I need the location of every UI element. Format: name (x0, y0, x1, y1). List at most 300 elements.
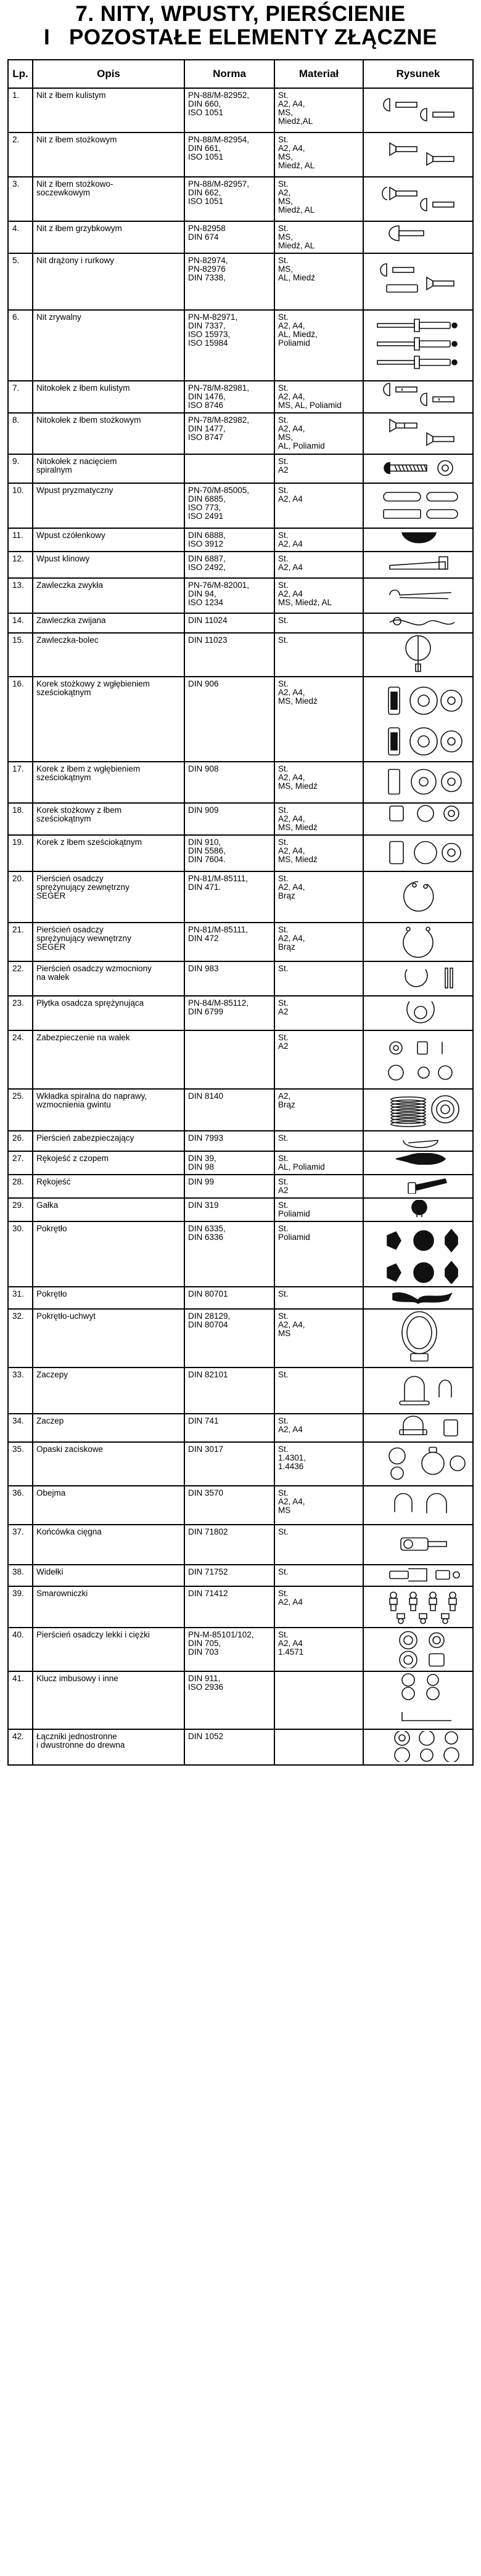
row-standard: DIN 7993 (184, 1131, 274, 1151)
row-material: St. A2, A4 (274, 528, 363, 552)
table-row (8, 1221, 473, 1287)
row-description: Obejma (33, 1486, 184, 1525)
row-number: 2. (8, 132, 33, 177)
row-drawing (363, 221, 473, 253)
row-number: 11. (8, 528, 33, 552)
row-material: St. (274, 1525, 363, 1565)
ring-handle-icon (365, 1311, 471, 1364)
table-row (8, 1628, 473, 1671)
row-description: Rękojeść (33, 1175, 184, 1198)
grease-nipple-icon (365, 1588, 471, 1624)
row-description: Smarowniczki (33, 1586, 184, 1628)
table-row (8, 871, 473, 923)
row-drawing (363, 633, 473, 677)
table-row (8, 1586, 473, 1628)
row-drawing (363, 923, 473, 961)
row-standard: DIN 8140 (184, 1089, 274, 1131)
wing-handle-icon (365, 1289, 471, 1306)
table-row (8, 1367, 473, 1414)
fasteners-table (7, 59, 474, 1766)
row-description: Nitokołek z łbem kulistym (33, 381, 184, 413)
row-description: Korek stożkowy z łbem sześciokątnym (33, 803, 184, 835)
row-number: 27. (8, 1151, 33, 1175)
row-standard: DIN 28129, DIN 80704 (184, 1309, 274, 1367)
row-standard: PN-78/M-82981, DIN 1476, ISO 8746 (184, 381, 274, 413)
external-circlip-icon (365, 873, 471, 919)
row-drawing (363, 1525, 473, 1565)
row-number: 35. (8, 1442, 33, 1486)
row-material: St. A2, A4, MS, Miedź (274, 677, 363, 762)
row-material: St. 1.4301, 1.4436 (274, 1442, 363, 1486)
row-standard: DIN 11023 (184, 633, 274, 677)
row-number: 17. (8, 762, 33, 803)
row-drawing (363, 552, 473, 578)
header-lp: Lp. (8, 60, 33, 88)
row-number: 23. (8, 996, 33, 1030)
row-number: 19. (8, 835, 33, 871)
row-drawing (363, 1486, 473, 1525)
title-line-1: 7. NITY, WPUSTY, PIERŚCIENIE (75, 2, 406, 26)
shackle-icon (365, 1369, 471, 1411)
row-description: Pokrętło (33, 1287, 184, 1309)
row-material: St. A2 (274, 454, 363, 483)
row-drawing (363, 1414, 473, 1442)
header-opis: Opis (33, 60, 184, 88)
row-number: 5. (8, 253, 33, 310)
row-number: 41. (8, 1671, 33, 1729)
row-description: Zawleczka-bolec (33, 633, 184, 677)
row-material: St. A2, A4, MS, Miedź, AL (274, 132, 363, 177)
row-number: 25. (8, 1089, 33, 1131)
row-number: 1. (8, 88, 33, 132)
row-material: St. (274, 613, 363, 633)
row-description: Korek z łbem sześciokątnym (33, 835, 184, 871)
row-number: 37. (8, 1525, 33, 1565)
row-description: Pierścień osadczy sprężynujący zewnętrzny SEGER (33, 871, 184, 923)
row-drawing (363, 253, 473, 310)
row-number: 9. (8, 454, 33, 483)
table-row (8, 578, 473, 613)
timber-connector-icon (365, 1731, 471, 1762)
row-drawing (363, 1030, 473, 1089)
row-standard: PN-70/M-85005, DIN 6885, ISO 773, ISO 2491 (184, 483, 274, 528)
table-row (8, 253, 473, 310)
row-material: St. A2 (274, 1175, 363, 1198)
table-row (8, 1198, 473, 1221)
row-number: 16. (8, 677, 33, 762)
countersunk-rivet-icon (365, 134, 471, 174)
thread-insert-icon (365, 1091, 471, 1128)
table-row (8, 1151, 473, 1175)
row-number: 28. (8, 1175, 33, 1198)
row-description: Wkładka spiralna do naprawy, wzmocnienia gwintu (33, 1089, 184, 1131)
row-description: Pokrętło-uchwyt (33, 1309, 184, 1367)
clevis-icon (365, 1567, 471, 1583)
grooved-pin-round-icon (365, 383, 471, 406)
row-drawing (363, 835, 473, 871)
row-drawing (363, 1131, 473, 1151)
table-row (8, 961, 473, 996)
row-material: St. MS, Miedź, AL (274, 221, 363, 253)
row-standard: DIN 908 (184, 762, 274, 803)
row-number: 14. (8, 613, 33, 633)
wire-rope-clip-icon (365, 1416, 471, 1439)
row-drawing (363, 88, 473, 132)
row-drawing (363, 1089, 473, 1131)
table-row (8, 381, 473, 413)
row-standard: PN-82958 DIN 674 (184, 221, 274, 253)
row-standard: DIN 6888, ISO 3912 (184, 528, 274, 552)
row-drawing (363, 413, 473, 454)
row-material: St. A2, A4, Brąz (274, 871, 363, 923)
row-number: 24. (8, 1030, 33, 1089)
row-standard: PN-88/M-82954, DIN 661, ISO 1051 (184, 132, 274, 177)
row-number: 39. (8, 1586, 33, 1628)
collar-ring-icon (365, 1629, 471, 1668)
row-standard: DIN 910, DIN 5586, DIN 7604. (184, 835, 274, 871)
row-number: 31. (8, 1287, 33, 1309)
row-drawing (363, 454, 473, 483)
row-number: 30. (8, 1221, 33, 1287)
row-material: St. A2, A4, MS (274, 1309, 363, 1367)
row-material (274, 1729, 363, 1765)
row-standard: DIN 983 (184, 961, 274, 996)
row-drawing (363, 1287, 473, 1309)
row-number: 36. (8, 1486, 33, 1525)
row-material: St. A2, A4 (274, 552, 363, 578)
row-standard: PN-88/M-82952, DIN 660, ISO 1051 (184, 88, 274, 132)
row-material: St. A2, A4 MS, Miedź, AL (274, 578, 363, 613)
table-row (8, 1525, 473, 1565)
table-row (8, 762, 473, 803)
row-description: Gałka (33, 1198, 184, 1221)
wire-snap-ring-icon (365, 1133, 471, 1148)
row-material: St. Poliamid (274, 1221, 363, 1287)
row-standard: DIN 80701 (184, 1287, 274, 1309)
reinforced-circlip-icon (365, 963, 471, 993)
row-standard: DIN 39, DIN 98 (184, 1151, 274, 1175)
row-material: St. A2, A4, AL, Miedź, Poliamid (274, 310, 363, 381)
table-row (8, 1175, 473, 1198)
row-drawing (363, 762, 473, 803)
row-material: A2, Brąz (274, 1089, 363, 1131)
row-drawing (363, 1565, 473, 1586)
table-row (8, 177, 473, 221)
row-number: 13. (8, 578, 33, 613)
header-norma: Norma (184, 60, 274, 88)
row-standard: PN-84/M-85112, DIN 6799 (184, 996, 274, 1030)
row-material: St. A2, MS, Miedź, AL (274, 177, 363, 221)
row-drawing (363, 1367, 473, 1414)
table-header-row (8, 60, 473, 88)
row-drawing (363, 871, 473, 923)
row-description: Nitokołek z nacięciem spiralnym (33, 454, 184, 483)
row-description: Rękojeść z czopem (33, 1151, 184, 1175)
row-drawing (363, 1586, 473, 1628)
linch-pin-icon (365, 635, 471, 674)
spring-cotter-icon (365, 615, 471, 630)
u-bolt-icon (365, 1488, 471, 1522)
row-material: St. (274, 1565, 363, 1586)
table-row (8, 483, 473, 528)
plug-hex-head-icon (365, 837, 471, 868)
table-row (8, 835, 473, 871)
ball-joint-icon (365, 1526, 471, 1562)
row-number: 10. (8, 483, 33, 528)
row-material: St. MS, AL, Miedź (274, 253, 363, 310)
row-drawing (363, 677, 473, 762)
table-row (8, 454, 473, 483)
row-material: St. A2 (274, 1030, 363, 1089)
spiral-pin-icon (365, 456, 471, 480)
row-drawing (363, 132, 473, 177)
row-drawing (363, 177, 473, 221)
row-standard: PN-78/M-82982, DIN 1477, ISO 8747 (184, 413, 274, 454)
row-description: Nit z łbem stożkowym (33, 132, 184, 177)
row-standard: DIN 71752 (184, 1565, 274, 1586)
row-standard: DIN 82101 (184, 1367, 274, 1414)
row-description: Zawleczka zwijana (33, 613, 184, 633)
table-row (8, 1671, 473, 1729)
row-number: 26. (8, 1131, 33, 1151)
row-description: Zaczep (33, 1414, 184, 1442)
row-description: Pierścień zabezpieczający (33, 1131, 184, 1151)
shaft-lock-icon (365, 1032, 471, 1086)
row-standard: DIN 1052 (184, 1729, 274, 1765)
hex-key-icon (365, 1673, 471, 1726)
tubular-rivet-icon (365, 255, 471, 307)
row-number: 18. (8, 803, 33, 835)
row-standard: PN-76/M-82001, DIN 94, ISO 1234 (184, 578, 274, 613)
row-standard: DIN 71802 (184, 1525, 274, 1565)
row-material: St. A2, A4 (274, 1586, 363, 1628)
row-standard: PN-88/M-82957, DIN 662, ISO 1051 (184, 177, 274, 221)
table-row (8, 1287, 473, 1309)
hose-clamp-icon (365, 1444, 471, 1483)
row-material: St. A2, A4, MS, AL, Poliamid (274, 413, 363, 454)
row-material: St. A2, A4, MS, Miedź (274, 835, 363, 871)
row-drawing (363, 996, 473, 1030)
row-material: St. (274, 1367, 363, 1414)
row-drawing (363, 1175, 473, 1198)
row-material: St. A2, A4, MS (274, 1486, 363, 1525)
row-description: Pierścień osadczy wzmocniony na wałek (33, 961, 184, 996)
taper-plug-hex-head-icon (365, 805, 471, 822)
row-drawing (363, 1671, 473, 1729)
row-description: Łączniki jednostronne i dwustronne do drewna (33, 1729, 184, 1765)
woodruff-key-icon (365, 530, 471, 545)
row-material: St. Poliamid (274, 1198, 363, 1221)
row-drawing (363, 1309, 473, 1367)
table-row (8, 1729, 473, 1765)
row-number: 8. (8, 413, 33, 454)
row-number: 7. (8, 381, 33, 413)
row-number: 12. (8, 552, 33, 578)
row-description: Wpust pryzmatyczny (33, 483, 184, 528)
table-row (8, 310, 473, 381)
table-row (8, 132, 473, 177)
header-rysunek: Rysunek (363, 60, 473, 88)
row-description: Nit z łbem kulistym (33, 88, 184, 132)
table-row (8, 1414, 473, 1442)
star-knob-icon (365, 1223, 471, 1284)
row-number: 42. (8, 1729, 33, 1765)
table-row (8, 528, 473, 552)
row-description: Nit z łbem stożkowo- soczewkowym (33, 177, 184, 221)
row-drawing (363, 310, 473, 381)
row-material: St. A2, A4, MS, Miedź (274, 803, 363, 835)
revolving-handle-icon (365, 1176, 471, 1194)
row-description: Nitokołek z łbem stożkowym (33, 413, 184, 454)
row-material: St. (274, 1131, 363, 1151)
row-drawing (363, 483, 473, 528)
table-row (8, 88, 473, 132)
row-standard: DIN 3017 (184, 1442, 274, 1486)
row-standard: DIN 6887, ISO 2492, (184, 552, 274, 578)
row-description: Zabezpieczenie na wałek (33, 1030, 184, 1089)
row-material (274, 1671, 363, 1729)
row-material: St. (274, 1287, 363, 1309)
table-row (8, 803, 473, 835)
round-head-rivet-icon (365, 90, 471, 129)
row-standard: DIN 3570 (184, 1486, 274, 1525)
row-standard: DIN 909 (184, 803, 274, 835)
row-standard: DIN 911, ISO 2936 (184, 1671, 274, 1729)
row-description: Zawleczka zwykła (33, 578, 184, 613)
row-number: 34. (8, 1414, 33, 1442)
row-drawing (363, 1151, 473, 1175)
row-description: Nit drążony i rurkowy (33, 253, 184, 310)
row-drawing (363, 961, 473, 996)
row-drawing (363, 1221, 473, 1287)
row-drawing (363, 578, 473, 613)
row-description: Wpust klinowy (33, 552, 184, 578)
row-material: St. A2, A4, MS, AL, Poliamid (274, 381, 363, 413)
row-description: Nit z łbem grzybkowym (33, 221, 184, 253)
row-material: St. A2, A4, MS, Miedź,AL (274, 88, 363, 132)
row-material: St. A2, A4, Brąz (274, 923, 363, 961)
table-row (8, 1442, 473, 1486)
row-drawing (363, 381, 473, 413)
row-number: 29. (8, 1198, 33, 1221)
row-number: 21. (8, 923, 33, 961)
row-number: 40. (8, 1628, 33, 1671)
row-standard: PN-M-82971, DIN 7337, ISO 15973, ISO 15984 (184, 310, 274, 381)
table-row (8, 1131, 473, 1151)
row-description: Widełki (33, 1565, 184, 1586)
taper-plug-hex-socket-icon (365, 679, 471, 759)
row-drawing (363, 613, 473, 633)
collar-plug-hex-socket-icon (365, 764, 471, 800)
row-drawing (363, 1729, 473, 1765)
row-number: 22. (8, 961, 33, 996)
table-row (8, 996, 473, 1030)
row-description: Zaczepy (33, 1367, 184, 1414)
ball-knob-icon (365, 1200, 471, 1217)
row-number: 20. (8, 871, 33, 923)
table-row (8, 1565, 473, 1586)
row-standard (184, 1030, 274, 1089)
row-standard: PN-81/M-85111, DIN 472 (184, 923, 274, 961)
row-material: St. A2 (274, 996, 363, 1030)
row-number: 6. (8, 310, 33, 381)
table-row (8, 613, 473, 633)
row-drawing (363, 528, 473, 552)
blind-rivet-icon (365, 312, 471, 378)
table-row (8, 1486, 473, 1525)
title-line-2: I POZOSTAŁE ELEMENTY ZŁĄCZNE (44, 25, 437, 49)
row-number: 32. (8, 1309, 33, 1367)
row-description: Nit zrywalny (33, 310, 184, 381)
row-material: St. (274, 633, 363, 677)
row-number: 15. (8, 633, 33, 677)
row-description: Opaski zaciskowe (33, 1442, 184, 1486)
row-number: 33. (8, 1367, 33, 1414)
table-row (8, 413, 473, 454)
row-description: Wpust czółenkowy (33, 528, 184, 552)
row-material: St. AL, Poliamid (274, 1151, 363, 1175)
row-standard: DIN 11024 (184, 613, 274, 633)
row-description: Płytka osadcza sprężynująca (33, 996, 184, 1030)
row-material: St. A2, A4, MS, Miedź (274, 762, 363, 803)
row-standard: DIN 906 (184, 677, 274, 762)
row-number: 3. (8, 177, 33, 221)
row-number: 38. (8, 1565, 33, 1586)
row-standard: PN-81/M-85111, DIN 471. (184, 871, 274, 923)
taper-key-icon (365, 553, 471, 575)
row-description: Klucz imbusowy i inne (33, 1671, 184, 1729)
row-drawing (363, 803, 473, 835)
row-standard: DIN 319 (184, 1198, 274, 1221)
row-material: St. A2, A4 (274, 1414, 363, 1442)
table-row (8, 923, 473, 961)
internal-circlip-icon (365, 924, 471, 958)
handle-with-spigot-icon (365, 1153, 471, 1165)
row-standard: DIN 6335, DIN 6336 (184, 1221, 274, 1287)
table-row (8, 1089, 473, 1131)
table-row (8, 1309, 473, 1367)
e-clip-icon (365, 998, 471, 1027)
row-description: Pierścień osadczy sprężynujący wewnętrzny SEGER (33, 923, 184, 961)
row-standard (184, 454, 274, 483)
row-material: St. (274, 961, 363, 996)
row-standard: DIN 99 (184, 1175, 274, 1198)
table-body (8, 88, 473, 1765)
grooved-pin-countersunk-icon (365, 415, 471, 451)
row-standard: PN-82974, PN-82976 DIN 7338, (184, 253, 274, 310)
row-drawing (363, 1198, 473, 1221)
row-standard: DIN 71412 (184, 1586, 274, 1628)
page-title (0, 2, 481, 49)
header-material: Materiał (274, 60, 363, 88)
row-description: Końcówka cięgna (33, 1525, 184, 1565)
row-material: St. A2, A4 1.4571 (274, 1628, 363, 1671)
cotter-pin-icon (365, 580, 471, 610)
row-description: Korek stożkowy z wgłębieniem sześciokątnym (33, 677, 184, 762)
table-row (8, 1030, 473, 1089)
table-row (8, 221, 473, 253)
raised-countersunk-rivet-icon (365, 179, 471, 218)
parallel-key-icon (365, 485, 471, 525)
table-row (8, 633, 473, 677)
table-row (8, 677, 473, 762)
table-row (8, 552, 473, 578)
mushroom-head-rivet-icon (365, 223, 471, 243)
row-material: St. A2, A4 (274, 483, 363, 528)
row-description: Pierścień osadczy lekki i ciężki (33, 1628, 184, 1671)
row-standard: DIN 741 (184, 1414, 274, 1442)
row-description: Korek z łbem z wgłębieniem sześciokątnym (33, 762, 184, 803)
